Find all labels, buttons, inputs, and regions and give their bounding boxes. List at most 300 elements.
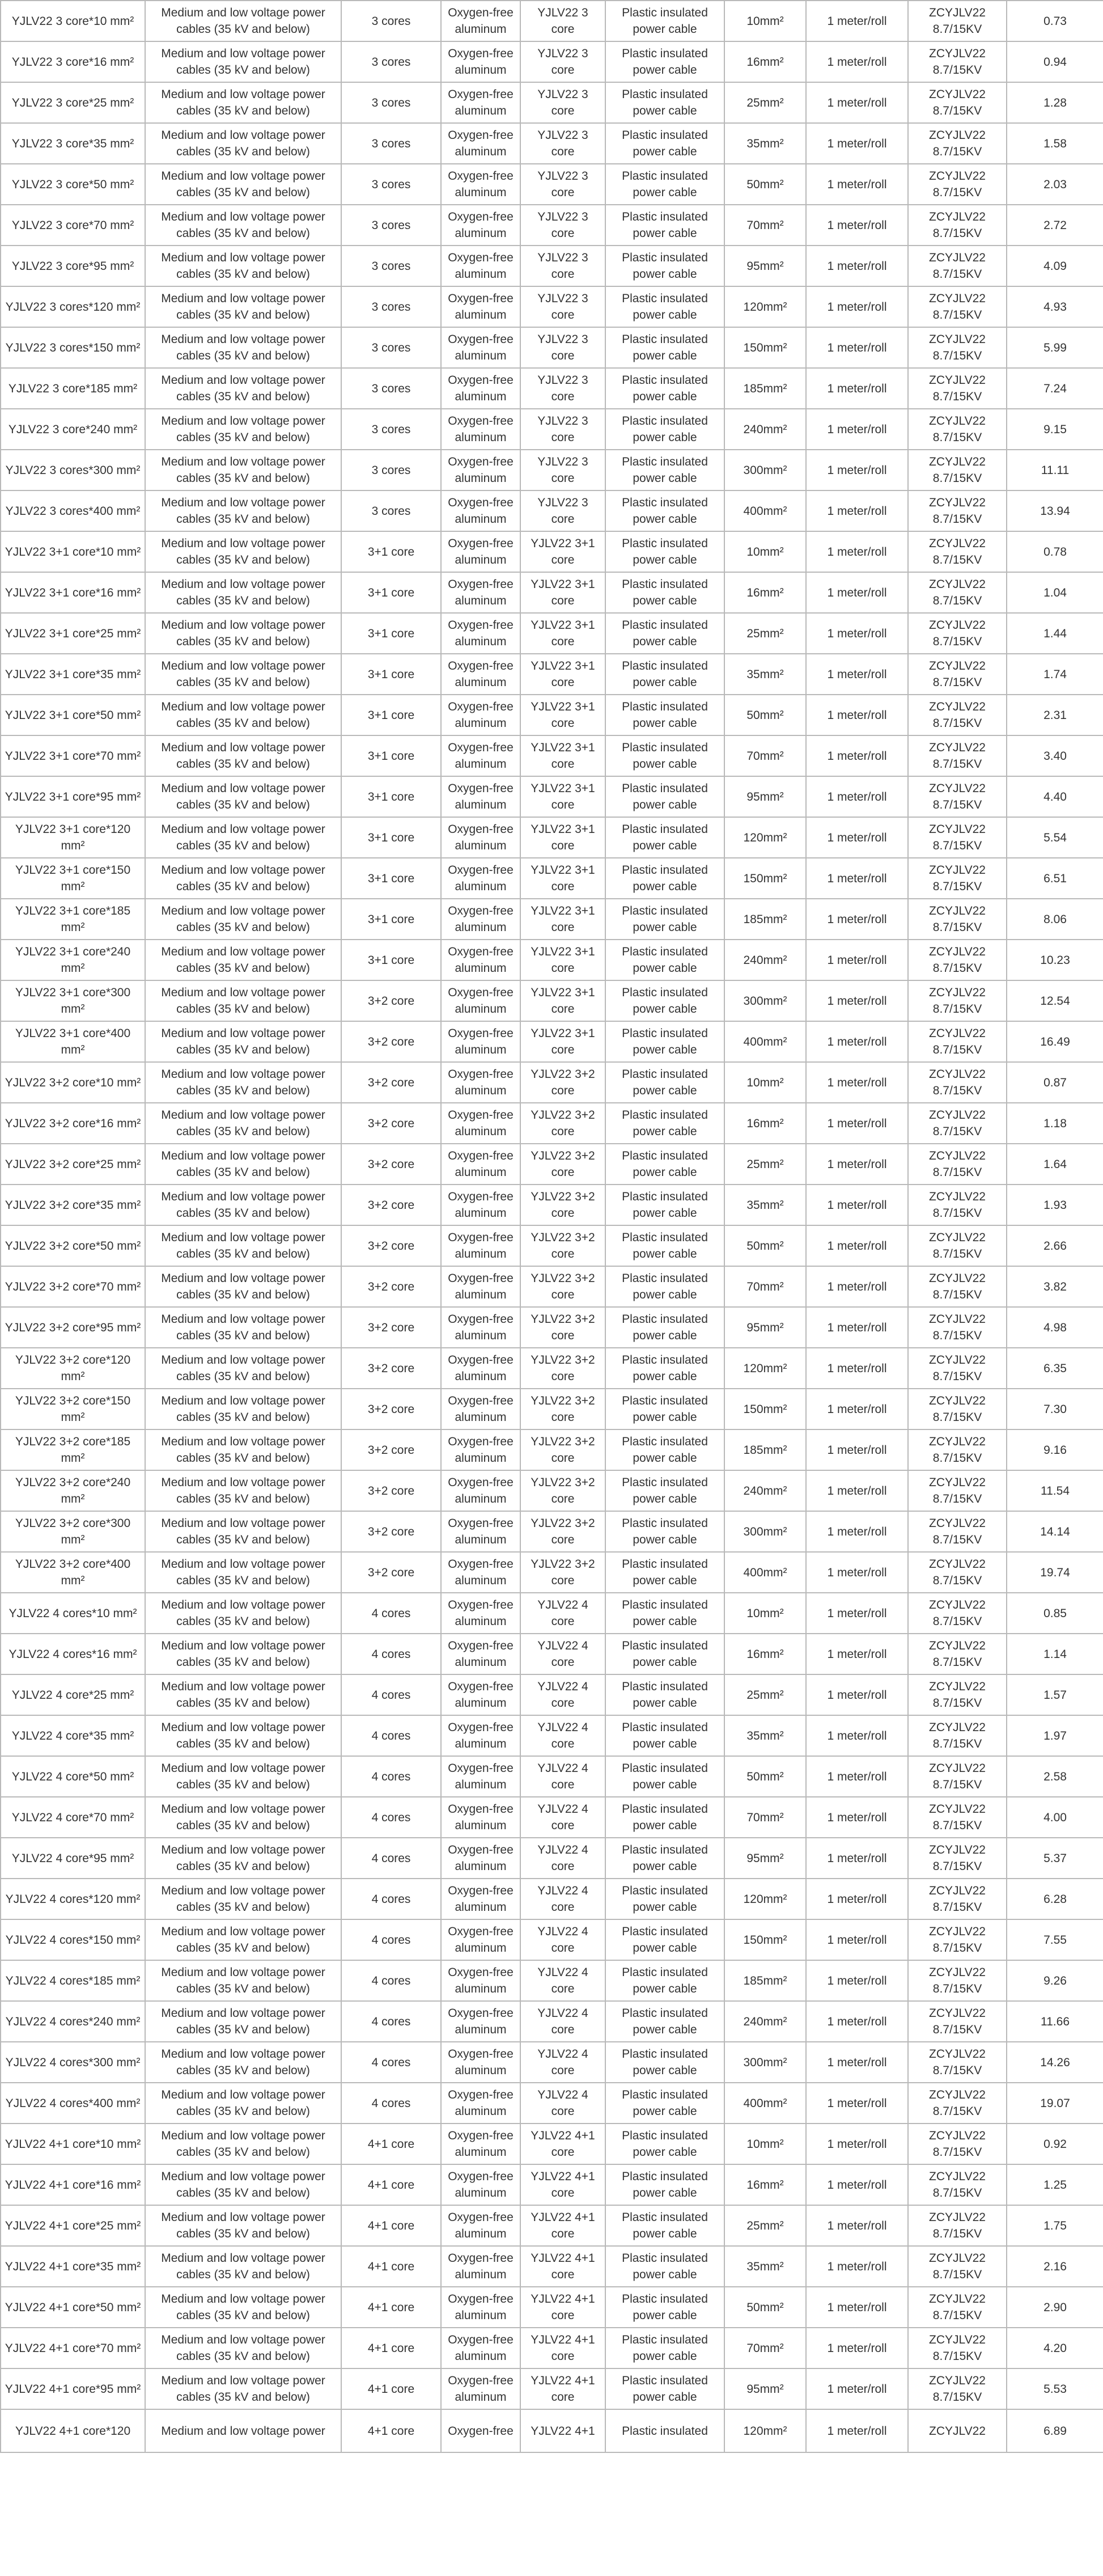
value-cell: 4.98 [1007, 1307, 1103, 1348]
packaging-cell: 1 meter/roll [806, 246, 908, 286]
spec-code-cell: ZCYJLV22 8.7/15KV [908, 164, 1007, 205]
packaging-cell: 1 meter/roll [806, 899, 908, 940]
value-cell: 8.06 [1007, 899, 1103, 940]
core-count-cell: 4 cores [341, 1919, 441, 1960]
value-cell: 0.73 [1007, 1, 1103, 41]
packaging-cell: 1 meter/roll [806, 2328, 908, 2368]
category-cell: Medium and low voltage power cables (35 kV and below) [145, 1838, 341, 1879]
table-row [1, 1470, 1103, 1511]
spec-code-cell: ZCYJLV22 8.7/15KV [908, 1103, 1007, 1144]
cross-section-cell: 10mm² [724, 1, 806, 41]
value-cell: 2.72 [1007, 205, 1103, 246]
packaging-cell: 1 meter/roll [806, 450, 908, 490]
core-count-cell: 4 cores [341, 2001, 441, 2042]
spec-code-cell: ZCYJLV22 8.7/15KV [908, 858, 1007, 899]
model-cell: YJLV22 3+2 core*50 mm² [1, 1225, 145, 1266]
core-count-cell: 3+1 core [341, 776, 441, 817]
table-row [1, 654, 1103, 695]
series-cell: YJLV22 3+1 core [520, 817, 605, 858]
conductor-material-cell: Oxygen-free aluminum [441, 2287, 520, 2328]
model-cell: YJLV22 3+1 core*150 mm² [1, 858, 145, 899]
value-cell: 4.20 [1007, 2328, 1103, 2368]
conductor-material-cell: Oxygen-free aluminum [441, 409, 520, 450]
model-cell: YJLV22 3+2 core*25 mm² [1, 1144, 145, 1185]
table-row [1, 980, 1103, 1021]
series-cell: YJLV22 3+2 core [520, 1062, 605, 1103]
table-row [1, 1511, 1103, 1552]
table-row [1, 1797, 1103, 1838]
core-count-cell: 3+1 core [341, 735, 441, 776]
value-cell: 4.40 [1007, 776, 1103, 817]
cross-section-cell: 35mm² [724, 123, 806, 164]
table-row [1, 1429, 1103, 1470]
conductor-material-cell: Oxygen-free aluminum [441, 368, 520, 409]
model-cell: YJLV22 3 core*240 mm² [1, 409, 145, 450]
spec-code-cell: ZCYJLV22 8.7/15KV [908, 572, 1007, 613]
value-cell: 14.26 [1007, 2042, 1103, 2083]
cable-type-cell: Plastic insulated power cable [605, 450, 724, 490]
conductor-material-cell: Oxygen-free aluminum [441, 2205, 520, 2246]
core-count-cell: 4 cores [341, 1634, 441, 1674]
category-cell: Medium and low voltage power cables (35 kV and below) [145, 1, 341, 41]
series-cell: YJLV22 3 core [520, 327, 605, 368]
conductor-material-cell: Oxygen-free aluminum [441, 1919, 520, 1960]
conductor-material-cell: Oxygen-free aluminum [441, 654, 520, 695]
cable-type-cell: Plastic insulated power cable [605, 2287, 724, 2328]
cable-type-cell: Plastic insulated power cable [605, 1919, 724, 1960]
category-cell: Medium and low voltage power cables (35 kV and below) [145, 205, 341, 246]
conductor-material-cell: Oxygen-free aluminum [441, 1348, 520, 1389]
series-cell: YJLV22 4 core [520, 2042, 605, 2083]
series-cell: YJLV22 4 core [520, 1756, 605, 1797]
spec-code-cell: ZCYJLV22 8.7/15KV [908, 2042, 1007, 2083]
conductor-material-cell: Oxygen-free aluminum [441, 2001, 520, 2042]
packaging-cell: 1 meter/roll [806, 776, 908, 817]
cable-type-cell: Plastic insulated power cable [605, 1185, 724, 1225]
table-row [1, 1919, 1103, 1960]
core-count-cell: 3+2 core [341, 1307, 441, 1348]
series-cell: YJLV22 4 core [520, 1715, 605, 1756]
conductor-material-cell: Oxygen-free aluminum [441, 2328, 520, 2368]
value-cell: 9.26 [1007, 1960, 1103, 2001]
category-cell: Medium and low voltage power cables (35 kV and below) [145, 2001, 341, 2042]
value-cell: 7.24 [1007, 368, 1103, 409]
packaging-cell: 1 meter/roll [806, 2001, 908, 2042]
model-cell: YJLV22 3 cores*120 mm² [1, 286, 145, 327]
model-cell: YJLV22 3+2 core*35 mm² [1, 1185, 145, 1225]
table-row [1, 817, 1103, 858]
cross-section-cell: 10mm² [724, 2124, 806, 2164]
conductor-material-cell: Oxygen-free aluminum [441, 776, 520, 817]
packaging-cell: 1 meter/roll [806, 1103, 908, 1144]
core-count-cell: 4 cores [341, 1756, 441, 1797]
value-cell: 1.14 [1007, 1634, 1103, 1674]
cross-section-cell: 35mm² [724, 2246, 806, 2287]
model-cell: YJLV22 3+2 core*16 mm² [1, 1103, 145, 1144]
series-cell: YJLV22 3+1 core [520, 858, 605, 899]
conductor-material-cell: Oxygen-free aluminum [441, 1429, 520, 1470]
table-row [1, 735, 1103, 776]
spec-code-cell: ZCYJLV22 8.7/15KV [908, 1552, 1007, 1593]
category-cell: Medium and low voltage power cables (35 kV and below) [145, 1715, 341, 1756]
core-count-cell: 3 cores [341, 409, 441, 450]
conductor-material-cell: Oxygen-free aluminum [441, 695, 520, 735]
table-row [1, 1552, 1103, 1593]
core-count-cell: 4 cores [341, 1960, 441, 2001]
cable-type-cell: Plastic insulated power cable [605, 2328, 724, 2368]
core-count-cell: 4 cores [341, 1715, 441, 1756]
category-cell: Medium and low voltage power cables (35 kV and below) [145, 817, 341, 858]
core-count-cell: 3+2 core [341, 1348, 441, 1389]
cross-section-cell: 16mm² [724, 572, 806, 613]
conductor-material-cell: Oxygen-free aluminum [441, 82, 520, 123]
conductor-material-cell: Oxygen-free aluminum [441, 1266, 520, 1307]
cable-type-cell: Plastic insulated power cable [605, 2001, 724, 2042]
value-cell: 1.93 [1007, 1185, 1103, 1225]
core-count-cell: 3+2 core [341, 1185, 441, 1225]
cable-type-cell: Plastic insulated power cable [605, 1756, 724, 1797]
model-cell: YJLV22 3 cores*300 mm² [1, 450, 145, 490]
core-count-cell: 3+1 core [341, 654, 441, 695]
value-cell: 1.44 [1007, 613, 1103, 654]
packaging-cell: 1 meter/roll [806, 817, 908, 858]
cross-section-cell: 120mm² [724, 2409, 806, 2452]
conductor-material-cell: Oxygen-free aluminum [441, 1103, 520, 1144]
core-count-cell: 3 cores [341, 205, 441, 246]
table-row [1, 1389, 1103, 1429]
model-cell: YJLV22 4+1 core*25 mm² [1, 2205, 145, 2246]
cross-section-cell: 50mm² [724, 695, 806, 735]
category-cell: Medium and low voltage power cables (35 kV and below) [145, 2368, 341, 2409]
spec-code-cell: ZCYJLV22 8.7/15KV [908, 1674, 1007, 1715]
spec-code-cell: ZCYJLV22 8.7/15KV [908, 409, 1007, 450]
core-count-cell: 4+1 core [341, 2409, 441, 2452]
series-cell: YJLV22 3+2 core [520, 1266, 605, 1307]
value-cell: 6.51 [1007, 858, 1103, 899]
cross-section-cell: 300mm² [724, 1511, 806, 1552]
series-cell: YJLV22 3 core [520, 490, 605, 531]
cross-section-cell: 240mm² [724, 409, 806, 450]
core-count-cell: 3+2 core [341, 1144, 441, 1185]
category-cell: Medium and low voltage power cables (35 kV and below) [145, 82, 341, 123]
cross-section-cell: 300mm² [724, 2042, 806, 2083]
model-cell: YJLV22 4 cores*10 mm² [1, 1593, 145, 1634]
series-cell: YJLV22 3+2 core [520, 1307, 605, 1348]
cable-type-cell: Plastic insulated power cable [605, 899, 724, 940]
spec-code-cell: ZCYJLV22 8.7/15KV [908, 1797, 1007, 1838]
value-cell: 4.00 [1007, 1797, 1103, 1838]
core-count-cell: 3+1 core [341, 899, 441, 940]
model-cell: YJLV22 3+2 core*185 mm² [1, 1429, 145, 1470]
cross-section-cell: 300mm² [724, 450, 806, 490]
conductor-material-cell: Oxygen-free aluminum [441, 286, 520, 327]
cable-type-cell: Plastic insulated power cable [605, 1674, 724, 1715]
packaging-cell: 1 meter/roll [806, 409, 908, 450]
core-count-cell: 3+2 core [341, 980, 441, 1021]
conductor-material-cell: Oxygen-free aluminum [441, 2368, 520, 2409]
table-row [1, 2368, 1103, 2409]
packaging-cell: 1 meter/roll [806, 1756, 908, 1797]
table-row [1, 246, 1103, 286]
spec-code-cell: ZCYJLV22 8.7/15KV [908, 368, 1007, 409]
spec-code-cell: ZCYJLV22 8.7/15KV [908, 531, 1007, 572]
spec-code-cell: ZCYJLV22 8.7/15KV [908, 1266, 1007, 1307]
conductor-material-cell: Oxygen-free aluminum [441, 1307, 520, 1348]
model-cell: YJLV22 4 cores*150 mm² [1, 1919, 145, 1960]
conductor-material-cell: Oxygen-free aluminum [441, 2083, 520, 2124]
spec-code-cell: ZCYJLV22 8.7/15KV [908, 246, 1007, 286]
table-row [1, 1062, 1103, 1103]
cable-type-cell: Plastic insulated power cable [605, 409, 724, 450]
model-cell: YJLV22 4+1 core*16 mm² [1, 2164, 145, 2205]
table-row [1, 2083, 1103, 2124]
packaging-cell: 1 meter/roll [806, 2124, 908, 2164]
cross-section-cell: 25mm² [724, 1674, 806, 1715]
table-row [1, 1021, 1103, 1062]
table-row [1, 613, 1103, 654]
core-count-cell: 4 cores [341, 1674, 441, 1715]
cross-section-cell: 50mm² [724, 1225, 806, 1266]
table-row [1, 1, 1103, 41]
spec-code-cell: ZCYJLV22 8.7/15KV [908, 654, 1007, 695]
category-cell: Medium and low voltage power cables (35 kV and below) [145, 1348, 341, 1389]
cable-type-cell: Plastic insulated power cable [605, 41, 724, 82]
cable-type-cell: Plastic insulated power cable [605, 2368, 724, 2409]
cross-section-cell: 70mm² [724, 1266, 806, 1307]
value-cell: 1.97 [1007, 1715, 1103, 1756]
conductor-material-cell: Oxygen-free aluminum [441, 980, 520, 1021]
value-cell: 11.66 [1007, 2001, 1103, 2042]
packaging-cell: 1 meter/roll [806, 2368, 908, 2409]
packaging-cell: 1 meter/roll [806, 1552, 908, 1593]
spec-code-cell: ZCYJLV22 8.7/15KV [908, 817, 1007, 858]
category-cell: Medium and low voltage power cables (35 kV and below) [145, 450, 341, 490]
value-cell: 9.16 [1007, 1429, 1103, 1470]
cable-type-cell: Plastic insulated power cable [605, 1879, 724, 1919]
spec-code-cell: ZCYJLV22 8.7/15KV [908, 1634, 1007, 1674]
conductor-material-cell: Oxygen-free aluminum [441, 735, 520, 776]
cable-type-cell: Plastic insulated power cable [605, 613, 724, 654]
packaging-cell: 1 meter/roll [806, 613, 908, 654]
category-cell: Medium and low voltage power cables (35 kV and below) [145, 2246, 341, 2287]
model-cell: YJLV22 3 core*50 mm² [1, 164, 145, 205]
core-count-cell: 3 cores [341, 164, 441, 205]
category-cell: Medium and low voltage power cables (35 kV and below) [145, 613, 341, 654]
core-count-cell: 3+1 core [341, 817, 441, 858]
model-cell: YJLV22 4 cores*120 mm² [1, 1879, 145, 1919]
table-row [1, 1103, 1103, 1144]
series-cell: YJLV22 4 core [520, 1593, 605, 1634]
category-cell: Medium and low voltage power cables (35 kV and below) [145, 246, 341, 286]
spec-code-cell: ZCYJLV22 8.7/15KV [908, 1919, 1007, 1960]
cross-section-cell: 185mm² [724, 1429, 806, 1470]
cross-section-cell: 10mm² [724, 1062, 806, 1103]
core-count-cell: 3+2 core [341, 1552, 441, 1593]
packaging-cell: 1 meter/roll [806, 1021, 908, 1062]
category-cell: Medium and low voltage power cables (35 kV and below) [145, 695, 341, 735]
category-cell: Medium and low voltage power cables (35 kV and below) [145, 123, 341, 164]
spec-code-cell: ZCYJLV22 8.7/15KV [908, 899, 1007, 940]
conductor-material-cell: Oxygen-free aluminum [441, 1470, 520, 1511]
cable-type-cell: Plastic insulated power cable [605, 2164, 724, 2205]
value-cell: 19.74 [1007, 1552, 1103, 1593]
cross-section-cell: 185mm² [724, 1960, 806, 2001]
conductor-material-cell: Oxygen-free aluminum [441, 1960, 520, 2001]
packaging-cell: 1 meter/roll [806, 1389, 908, 1429]
spec-code-cell: ZCYJLV22 8.7/15KV [908, 940, 1007, 980]
value-cell: 5.99 [1007, 327, 1103, 368]
core-count-cell: 4+1 core [341, 2205, 441, 2246]
series-cell: YJLV22 3 core [520, 205, 605, 246]
category-cell: Medium and low voltage power cables (35 kV and below) [145, 2164, 341, 2205]
spec-code-cell: ZCYJLV22 8.7/15KV [908, 1470, 1007, 1511]
value-cell: 9.15 [1007, 409, 1103, 450]
series-cell: YJLV22 3+2 core [520, 1348, 605, 1389]
value-cell: 0.78 [1007, 531, 1103, 572]
cross-section-cell: 400mm² [724, 2083, 806, 2124]
model-cell: YJLV22 3 cores*400 mm² [1, 490, 145, 531]
series-cell: YJLV22 4 core [520, 1960, 605, 2001]
spec-code-cell: ZCYJLV22 8.7/15KV [908, 286, 1007, 327]
cable-type-cell: Plastic insulated power cable [605, 817, 724, 858]
value-cell: 2.58 [1007, 1756, 1103, 1797]
category-cell: Medium and low voltage power cables (35 kV and below) [145, 1797, 341, 1838]
core-count-cell: 3+2 core [341, 1470, 441, 1511]
conductor-material-cell: Oxygen-free [441, 2409, 520, 2452]
conductor-material-cell: Oxygen-free aluminum [441, 1062, 520, 1103]
table-row [1, 368, 1103, 409]
cross-section-cell: 16mm² [724, 1103, 806, 1144]
packaging-cell: 1 meter/roll [806, 1879, 908, 1919]
series-cell: YJLV22 4+1 core [520, 2287, 605, 2328]
cross-section-cell: 240mm² [724, 2001, 806, 2042]
model-cell: YJLV22 3+1 core*25 mm² [1, 613, 145, 654]
core-count-cell: 3+1 core [341, 695, 441, 735]
packaging-cell: 1 meter/roll [806, 2409, 908, 2452]
series-cell: YJLV22 4 core [520, 2083, 605, 2124]
core-count-cell: 3 cores [341, 246, 441, 286]
packaging-cell: 1 meter/roll [806, 1266, 908, 1307]
table-row [1, 695, 1103, 735]
series-cell: YJLV22 4 core [520, 1919, 605, 1960]
spec-code-cell: ZCYJLV22 8.7/15KV [908, 1062, 1007, 1103]
value-cell: 7.55 [1007, 1919, 1103, 1960]
cross-section-cell: 25mm² [724, 82, 806, 123]
cable-type-cell: Plastic insulated power cable [605, 1797, 724, 1838]
spec-code-cell: ZCYJLV22 8.7/15KV [908, 327, 1007, 368]
table-row [1, 205, 1103, 246]
cross-section-cell: 35mm² [724, 1715, 806, 1756]
cable-type-cell: Plastic insulated power cable [605, 1225, 724, 1266]
packaging-cell: 1 meter/roll [806, 1144, 908, 1185]
cross-section-cell: 95mm² [724, 246, 806, 286]
conductor-material-cell: Oxygen-free aluminum [441, 205, 520, 246]
model-cell: YJLV22 3 cores*150 mm² [1, 327, 145, 368]
conductor-material-cell: Oxygen-free aluminum [441, 1021, 520, 1062]
spec-code-cell: ZCYJLV22 8.7/15KV [908, 2246, 1007, 2287]
category-cell: Medium and low voltage power cables (35 kV and below) [145, 1470, 341, 1511]
model-cell: YJLV22 3+1 core*120 mm² [1, 817, 145, 858]
category-cell: Medium and low voltage power cables (35 kV and below) [145, 368, 341, 409]
table-row [1, 899, 1103, 940]
value-cell: 6.35 [1007, 1348, 1103, 1389]
core-count-cell: 3+1 core [341, 858, 441, 899]
cross-section-cell: 240mm² [724, 1470, 806, 1511]
cross-section-cell: 240mm² [724, 940, 806, 980]
cable-type-cell: Plastic insulated power cable [605, 1103, 724, 1144]
core-count-cell: 4 cores [341, 2042, 441, 2083]
cross-section-cell: 150mm² [724, 327, 806, 368]
spec-code-cell: ZCYJLV22 8.7/15KV [908, 1593, 1007, 1634]
cable-type-cell: Plastic insulated power cable [605, 1144, 724, 1185]
category-cell: Medium and low voltage power cables (35 kV and below) [145, 654, 341, 695]
table-row [1, 2328, 1103, 2368]
core-count-cell: 3 cores [341, 490, 441, 531]
cable-type-cell: Plastic insulated power cable [605, 1552, 724, 1593]
cross-section-cell: 400mm² [724, 1021, 806, 1062]
conductor-material-cell: Oxygen-free aluminum [441, 1593, 520, 1634]
spec-code-cell: ZCYJLV22 8.7/15KV [908, 2124, 1007, 2164]
cable-type-cell: Plastic insulated power cable [605, 1348, 724, 1389]
series-cell: YJLV22 3 core [520, 450, 605, 490]
cross-section-cell: 35mm² [724, 654, 806, 695]
series-cell: YJLV22 3+1 core [520, 613, 605, 654]
conductor-material-cell: Oxygen-free aluminum [441, 940, 520, 980]
cross-section-cell: 95mm² [724, 2368, 806, 2409]
model-cell: YJLV22 4+1 core*50 mm² [1, 2287, 145, 2328]
model-cell: YJLV22 3+1 core*240 mm² [1, 940, 145, 980]
series-cell: YJLV22 3 core [520, 123, 605, 164]
cable-type-cell: Plastic insulated power cable [605, 2124, 724, 2164]
category-cell: Medium and low voltage power [145, 2409, 341, 2452]
cross-section-cell: 70mm² [724, 1797, 806, 1838]
value-cell: 5.37 [1007, 1838, 1103, 1879]
core-count-cell: 4+1 core [341, 2164, 441, 2205]
spec-code-cell: ZCYJLV22 8.7/15KV [908, 490, 1007, 531]
model-cell: YJLV22 3+2 core*120 mm² [1, 1348, 145, 1389]
cross-section-cell: 120mm² [724, 1879, 806, 1919]
packaging-cell: 1 meter/roll [806, 980, 908, 1021]
series-cell: YJLV22 4+1 core [520, 2328, 605, 2368]
cable-type-cell: Plastic insulated power cable [605, 980, 724, 1021]
series-cell: YJLV22 4+1 core [520, 2246, 605, 2287]
cross-section-cell: 50mm² [724, 2287, 806, 2328]
category-cell: Medium and low voltage power cables (35 kV and below) [145, 1144, 341, 1185]
core-count-cell: 4 cores [341, 1879, 441, 1919]
table-row [1, 123, 1103, 164]
series-cell: YJLV22 3+2 core [520, 1225, 605, 1266]
cable-type-cell: Plastic insulated power cable [605, 531, 724, 572]
value-cell: 3.40 [1007, 735, 1103, 776]
category-cell: Medium and low voltage power cables (35 kV and below) [145, 1021, 341, 1062]
cross-section-cell: 70mm² [724, 2328, 806, 2368]
value-cell: 1.25 [1007, 2164, 1103, 2205]
conductor-material-cell: Oxygen-free aluminum [441, 164, 520, 205]
model-cell: YJLV22 3 core*25 mm² [1, 82, 145, 123]
packaging-cell: 1 meter/roll [806, 123, 908, 164]
table-row [1, 286, 1103, 327]
cable-type-cell: Plastic insulated power cable [605, 776, 724, 817]
core-count-cell: 3+1 core [341, 613, 441, 654]
cross-section-cell: 10mm² [724, 531, 806, 572]
conductor-material-cell: Oxygen-free aluminum [441, 899, 520, 940]
conductor-material-cell: Oxygen-free aluminum [441, 327, 520, 368]
table-row [1, 1348, 1103, 1389]
model-cell: YJLV22 4 cores*400 mm² [1, 2083, 145, 2124]
packaging-cell: 1 meter/roll [806, 2205, 908, 2246]
series-cell: YJLV22 4+1 [520, 2409, 605, 2452]
packaging-cell: 1 meter/roll [806, 82, 908, 123]
